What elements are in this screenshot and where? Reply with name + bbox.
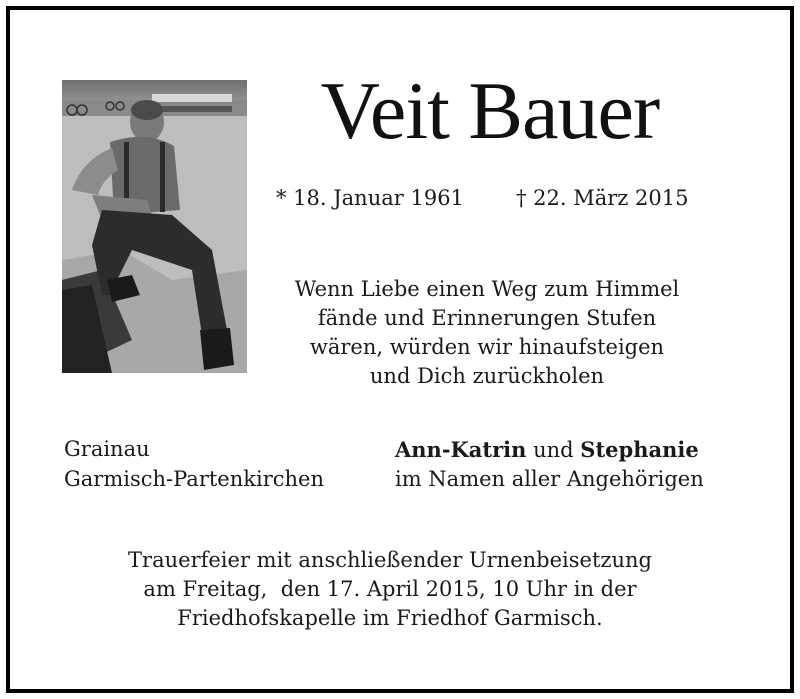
deceased-name: Veit Bauer (320, 65, 660, 156)
service-line: Trauerfeier mit anschließender Urnenbeisetzung (128, 548, 652, 572)
poem-line: und Dich zurückholen (369, 364, 605, 388)
funeral-service-info (60, 546, 720, 633)
poem-line: fände und Erinnerungen Stufen (317, 306, 657, 330)
mourner-second: Stephanie (580, 437, 699, 462)
memorial-poem (262, 275, 712, 391)
service-line: am Freitag, den 17. April 2015, 10 Uhr in der (143, 577, 637, 601)
poem-line: wären, würden wir hinaufsteigen (309, 335, 665, 359)
portrait-photo (62, 80, 247, 373)
mourners-names (395, 437, 699, 462)
birth-date: * 18. Januar 1961 (276, 186, 464, 210)
place-garmisch: Garmisch-Partenkirchen (64, 467, 324, 491)
place-grainau: Grainau (64, 437, 150, 461)
mourners-relatives: im Namen aller Angehörigen (395, 467, 704, 491)
service-line: Friedhofskapelle im Friedhof Garmisch. (177, 606, 603, 630)
poem-line: Wenn Liebe einen Weg zum Himmel (294, 277, 680, 301)
death-date: † 22. März 2015 (516, 186, 689, 210)
mourner-first: Ann-Katrin (395, 437, 527, 462)
mourner-conjunction: und (533, 438, 574, 462)
